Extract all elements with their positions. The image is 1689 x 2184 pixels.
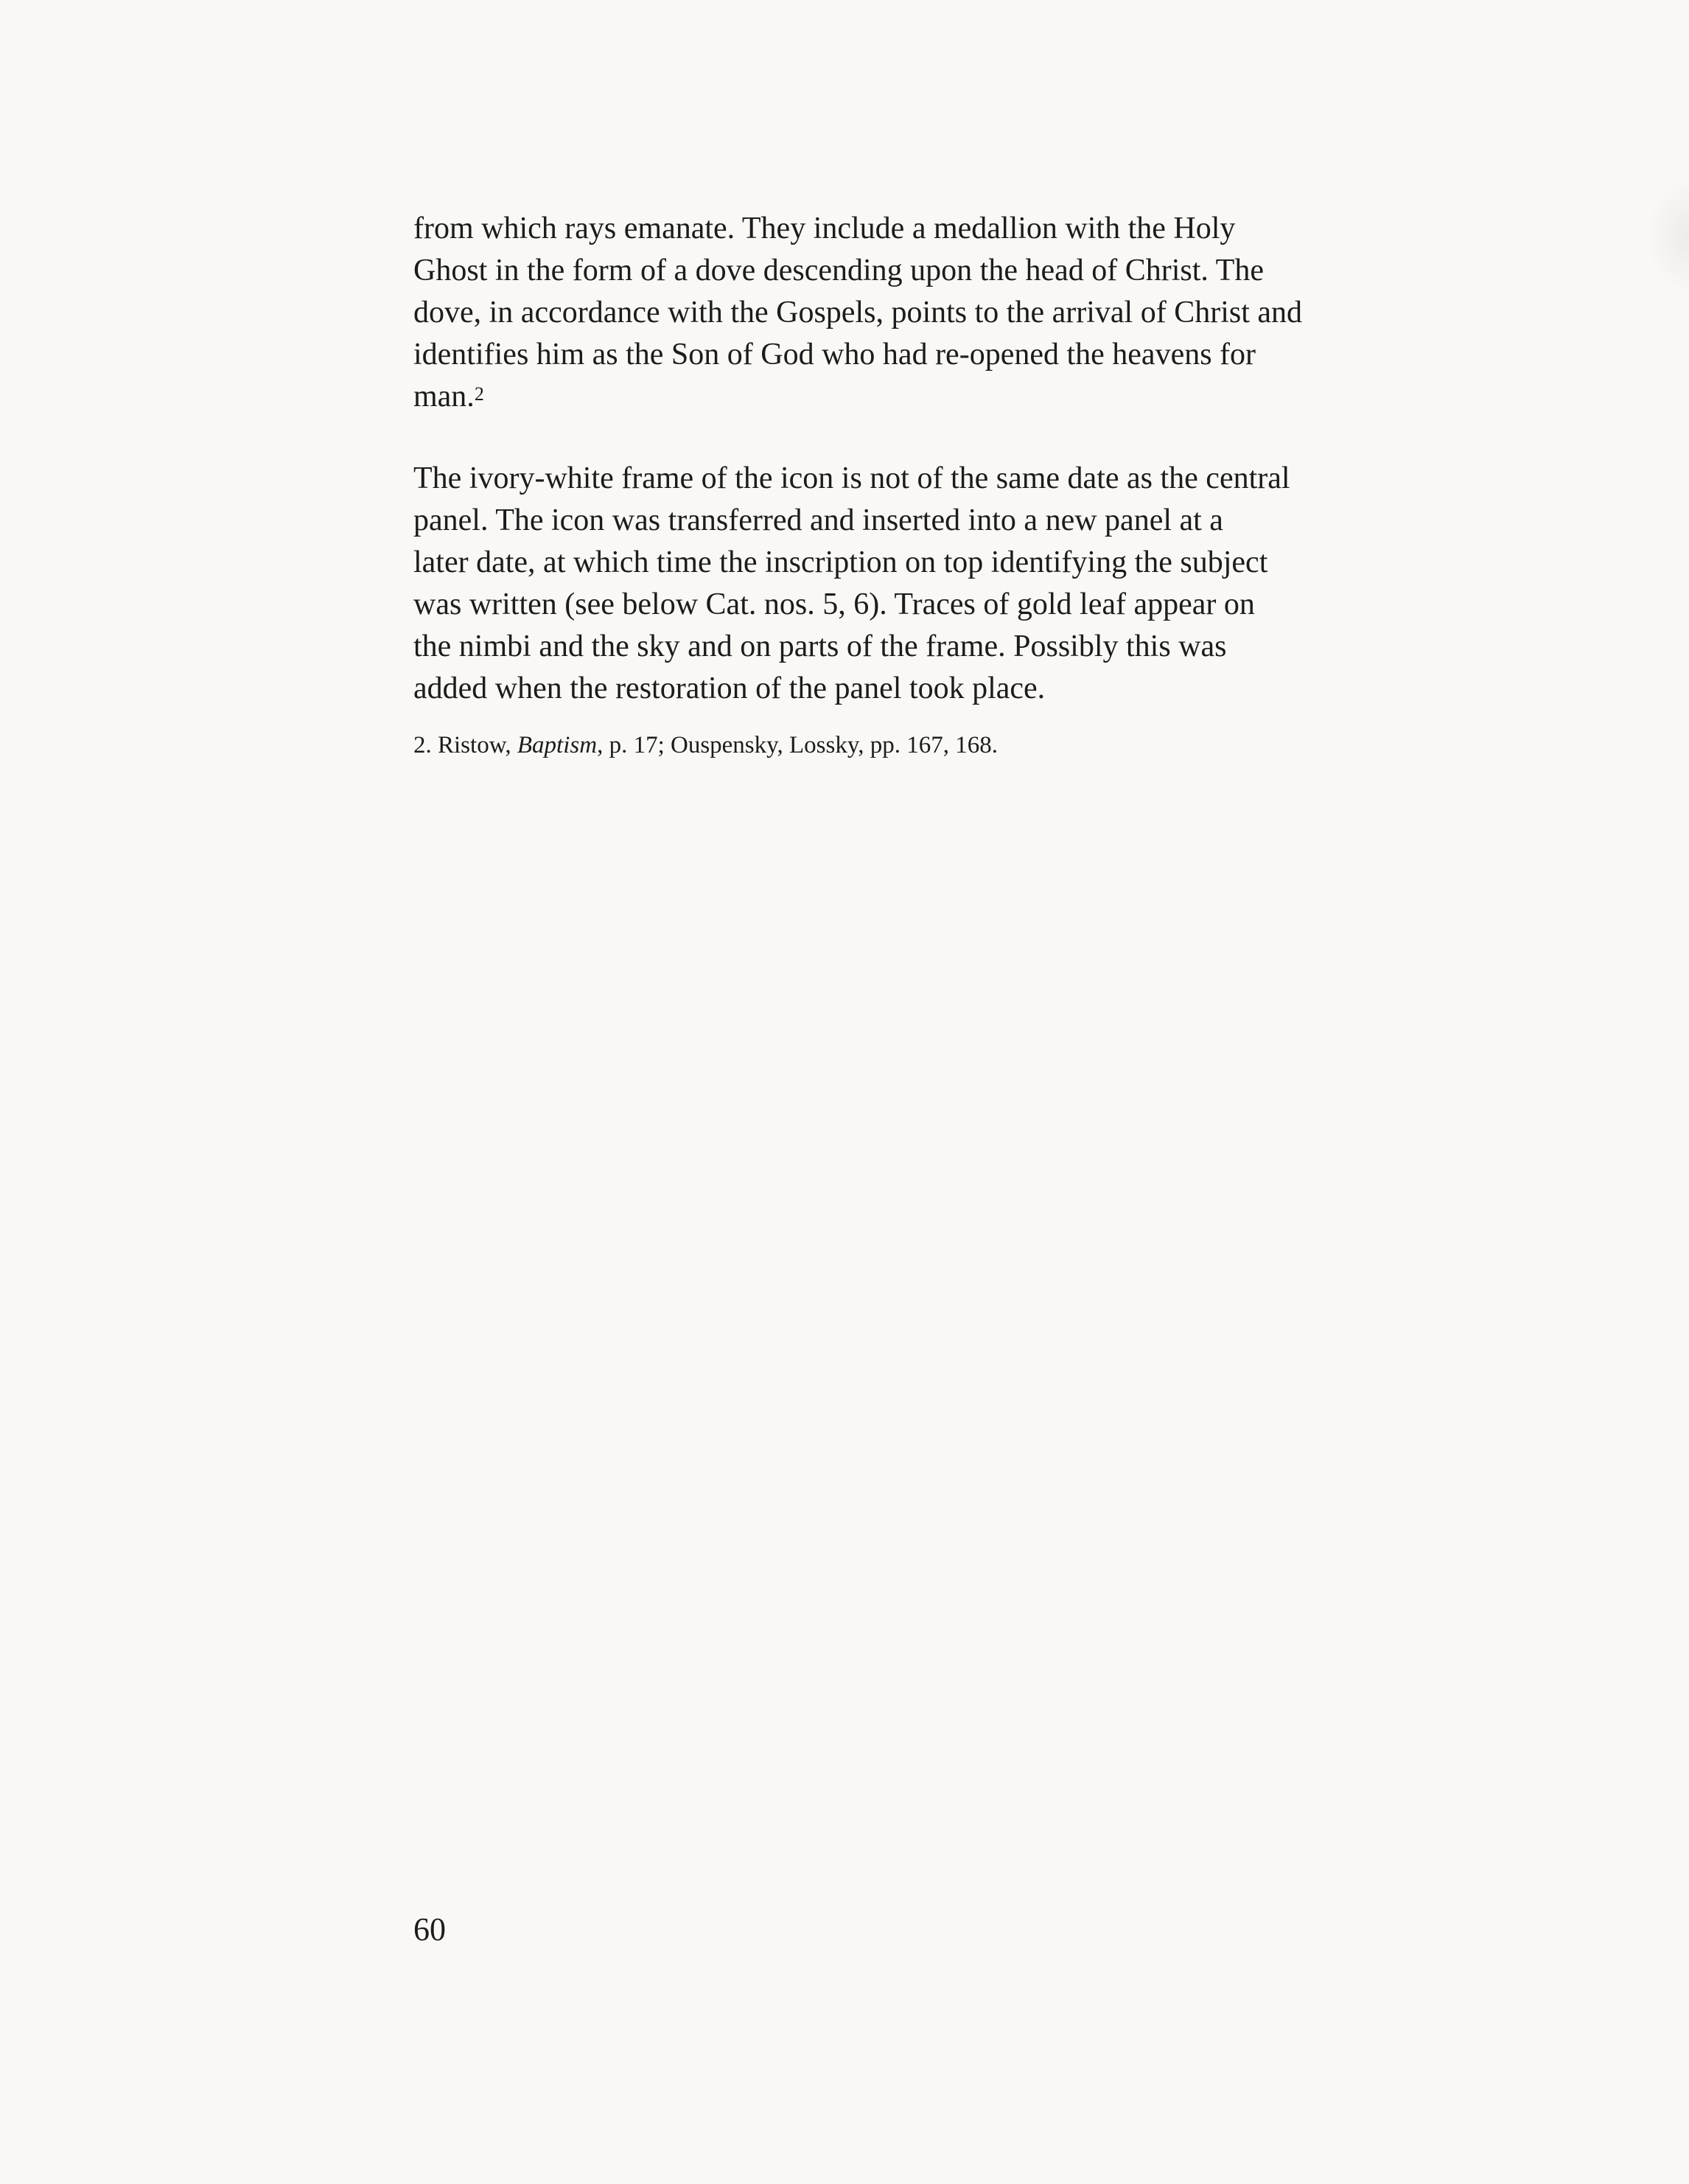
text-line: from which rays emanate. They include a medallion with the Holy [413,212,1236,245]
page-edge-shadow [1645,177,1689,295]
body-text [413,208,1497,761]
text-line-end: man. [413,380,475,414]
text-line: panel. The icon was transferred and inserted into a new panel at a [413,503,1223,537]
page-number: 60 [413,1911,446,1947]
text-line [413,376,1497,418]
footnote-author: Ristow, [438,732,511,758]
text-line: added when the restoration of the panel took place. [413,671,1046,705]
paragraph-2 [413,458,1497,710]
text-line: was written (see below Cat. nos. 5, 6). Traces of gold leaf appear on [413,587,1255,621]
footnote-reference: 2 [474,383,484,405]
footnote-title: Baptism [517,732,598,758]
footnote-rest: , p. 17; Ouspensky, Lossky, pp. 167, 168. [597,732,998,758]
text-line: later date, at which time the inscription on top identifying the subject [413,545,1268,579]
text-line: dove, in accordance with the Gospels, points to the arrival of Christ and [413,296,1303,329]
text-line: The ivory-white frame of the icon is not of the same date as the central [413,461,1290,495]
footnote-number: 2. [413,732,432,758]
text-line: the nimbi and the sky and on parts of the frame. Possibly this was [413,629,1227,663]
text-line: identifies him as the Son of God who had re-opened the heavens for [413,338,1256,371]
text-line: Ghost in the form of a dove descending upon the head of Christ. The [413,254,1264,287]
paragraph-1 [413,208,1497,418]
footnote [413,729,1497,761]
